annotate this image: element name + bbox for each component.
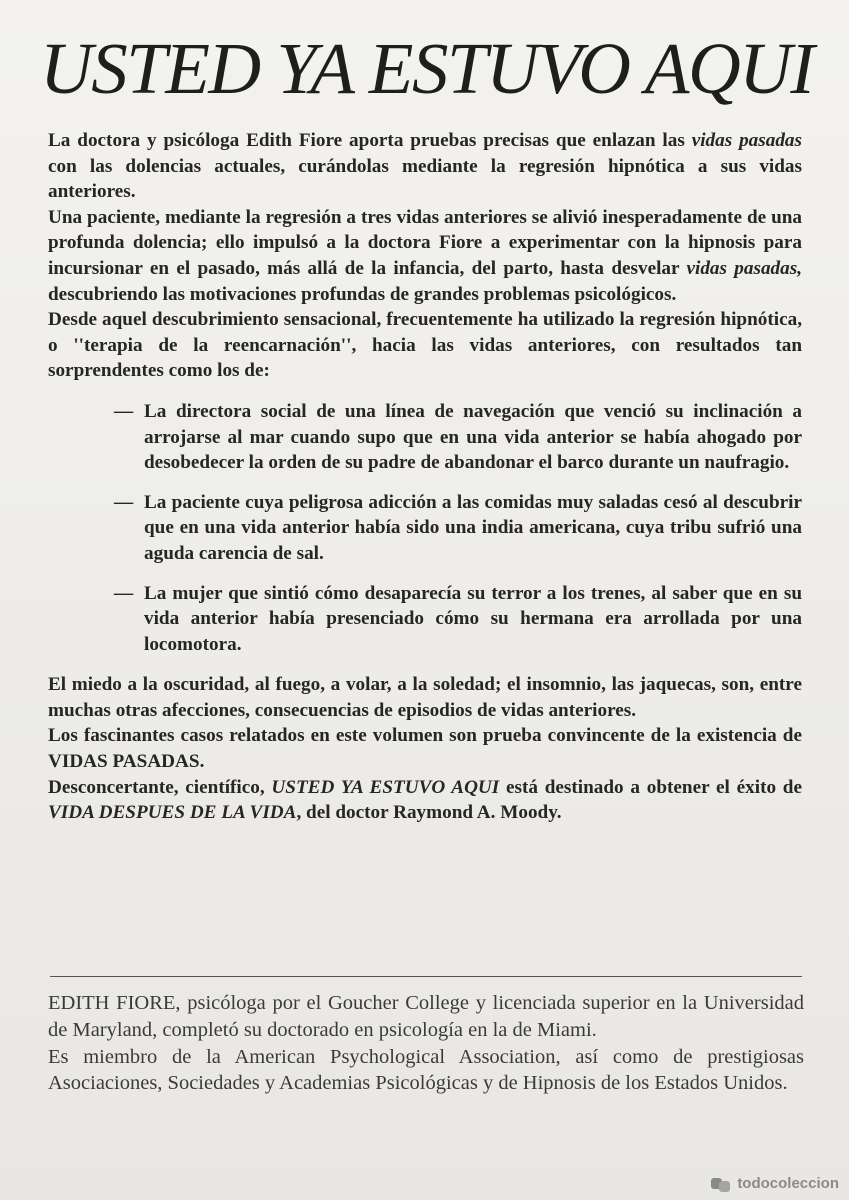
watermark-text: todocoleccion	[737, 1175, 839, 1192]
blurb-paragraph-2	[48, 205, 802, 307]
case-item	[48, 399, 802, 476]
author-bio	[48, 990, 804, 1097]
dash-bullet: —	[114, 400, 134, 422]
watermark	[711, 1175, 839, 1192]
book-title-reference: VIDA DESPUES DE LA VIDA	[48, 802, 297, 824]
blurb-text: Una paciente, mediante la regresión a tres vidas anteriores se alivió inesperadamente de una profunda dolencia; ello impulsó a la doctora Fiore a experimentar con la hipnosis para incursionar en el pasado, más allá de la infancia, del parto, hasta desvelar	[48, 206, 802, 279]
section-divider	[50, 976, 802, 977]
todocoleccion-logo-icon	[711, 1176, 731, 1192]
blurb-paragraph-3: Desde aquel descubrimiento sensacional, frecuentemente ha utilizado la regresión hipnótica, o ''terapia de la reencarnación'', hacia las vidas anteriores, con resultados tan sorprendentes como los de:	[48, 309, 802, 382]
blurb-emphasis: vidas pasadas,	[686, 257, 802, 279]
blurb-text: , del doctor Raymond A. Moody.	[296, 802, 562, 824]
blurb-paragraph-6	[48, 775, 802, 826]
case-text: La directora social de una línea de navegación que venció su inclinación a arrojarse al mar cuando supo que en una vida anterior se había ahogado por desobedecer la orden de su padre de abandonar el barco durante un naufragio.	[144, 400, 802, 474]
case-item	[48, 581, 802, 658]
blurb-paragraph-5: Los fascinantes casos relatados en este volumen son prueba convincente de la existencia de VIDAS PASADAS.	[48, 725, 802, 773]
blurb-text: descubriendo las motivaciones profundas de grandes problemas psicológicos.	[48, 283, 677, 305]
blurb-text: Desconcertante, científico,	[48, 776, 272, 798]
author-bio-paragraph-1: EDITH FIORE, psicóloga por el Goucher College y licenciada superior en la Universidad de Maryland, completó su doctorado en psicología en la de Miami.	[48, 992, 804, 1041]
blurb	[48, 128, 802, 826]
blurb-text: La doctora y psicóloga Edith Fiore aporta pruebas precisas que enlazan las	[48, 130, 692, 151]
dash-bullet: —	[114, 582, 134, 604]
case-item	[48, 490, 802, 567]
blurb-paragraph-1	[48, 128, 802, 205]
case-text: La paciente cuya peligrosa adicción a las comidas muy saladas cesó al descubrir que en una vida anterior había sido una india americana, cuya tribu sufrió una aguda carencia de sal.	[144, 491, 802, 564]
dash-bullet: —	[114, 491, 134, 513]
book-title-reference: USTED YA ESTUVO AQUI	[271, 776, 500, 798]
author-bio-paragraph-2: Es miembro de la American Psychological Association, así como de prestigiosas Asociaciones, Sociedades y Academias Psicológicas y de Hipnosis de los Estados Unidos.	[48, 1045, 804, 1095]
blurb-paragraph-4: El miedo a la oscuridad, al fuego, a volar, a la soledad; el insomnio, las jaquecas, son, entre muchas otras afecciones, consecuencias de episodios de vidas anteriores.	[48, 674, 802, 721]
case-text: La mujer que sintió cómo desaparecía su terror a los trenes, al saber que en su vida anterior había presenciado cómo su hermana era arrollada por una locomotora.	[144, 582, 802, 655]
blurb-emphasis: vidas pasadas	[691, 130, 802, 151]
blurb-text: con las dolencias actuales, curándolas mediante la regresión hipnótica a sus vidas anteriores.	[48, 155, 802, 203]
blurb-text: está destinado a obtener el éxito de	[499, 776, 802, 798]
book-title: USTED YA ESTUVO AQUI	[40, 28, 814, 109]
case-list	[48, 399, 802, 657]
